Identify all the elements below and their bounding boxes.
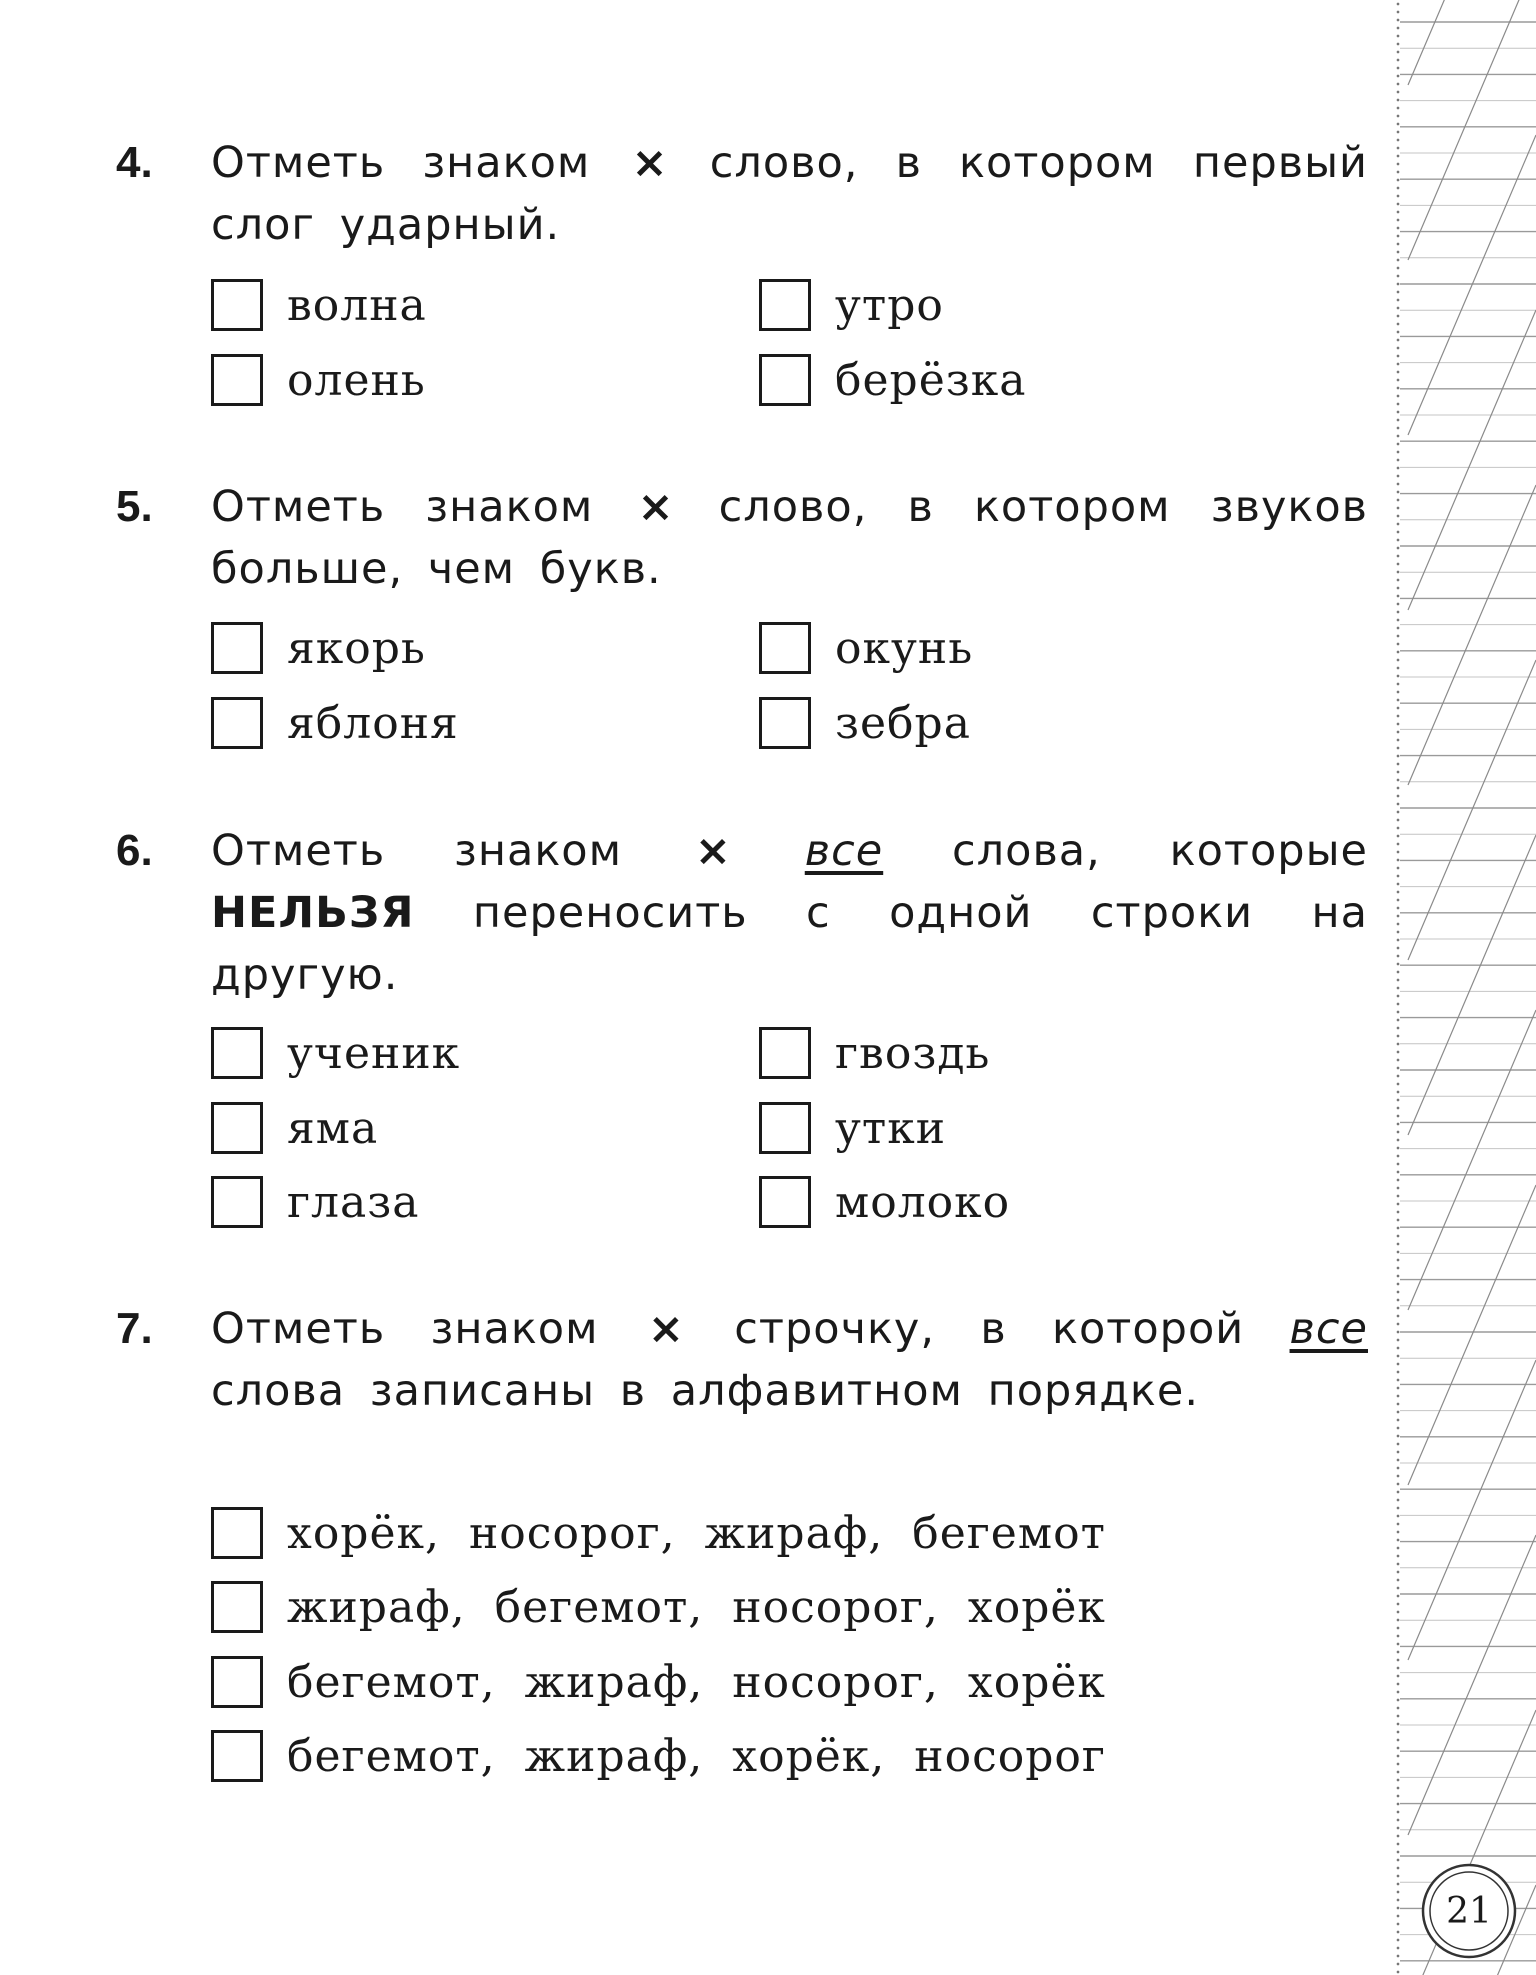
option-label: глаза [287, 1176, 420, 1228]
cross-mark-icon: × [631, 138, 669, 188]
option-item[interactable] [759, 275, 944, 335]
checkbox[interactable] [211, 1730, 263, 1782]
option-item[interactable] [211, 1726, 1106, 1786]
option-item[interactable] [759, 618, 973, 678]
question-text: Отметь знаком [211, 1304, 599, 1354]
option-label: гвоздь [835, 1027, 991, 1079]
option-label: утки [835, 1102, 947, 1154]
checkbox[interactable] [759, 622, 811, 674]
option-item[interactable] [211, 1652, 1106, 1712]
option-label: молоко [835, 1176, 1011, 1228]
checkbox[interactable] [211, 1102, 263, 1154]
task-question [211, 132, 1368, 256]
question-text: слова, которые [952, 826, 1368, 876]
checkbox[interactable] [759, 1176, 811, 1228]
option-item[interactable] [211, 693, 459, 753]
task-question [211, 1298, 1368, 1422]
checkbox[interactable] [211, 697, 263, 749]
question-text: Отметь знаком [211, 826, 623, 876]
perforation-line [1396, 0, 1400, 1975]
option-item[interactable] [759, 350, 1026, 410]
option-label: хорёк, носорог, жираф, бегемот [287, 1507, 1106, 1559]
cross-mark-icon: × [637, 482, 675, 532]
option-item[interactable] [211, 275, 427, 335]
emphasis-word: все [1289, 1304, 1368, 1354]
task-question [211, 476, 1368, 600]
option-label: якорь [287, 622, 426, 674]
checkbox[interactable] [759, 354, 811, 406]
checkbox[interactable] [211, 1507, 263, 1559]
task-number: 4. [116, 138, 153, 187]
checkbox[interactable] [211, 354, 263, 406]
checkbox[interactable] [211, 1656, 263, 1708]
question-text: Отметь знаком [211, 482, 594, 532]
option-item[interactable] [759, 693, 971, 753]
option-label: бегемот, жираф, хорёк, носорог [287, 1730, 1106, 1782]
ruled-lines [1398, 0, 1536, 1975]
question-text: Отметь знаком [211, 138, 591, 188]
checkbox[interactable] [211, 1581, 263, 1633]
option-item[interactable] [211, 1023, 460, 1083]
task-question [211, 820, 1368, 1006]
task-number: 7. [116, 1304, 153, 1353]
page-number-badge [1421, 1863, 1517, 1959]
checkbox[interactable] [759, 279, 811, 331]
task-number: 5. [116, 482, 153, 531]
option-label: яма [287, 1102, 379, 1154]
option-label: бегемот, жираф, носорог, хорёк [287, 1656, 1106, 1708]
question-text: строчку, в которой [734, 1304, 1245, 1354]
checkbox[interactable] [759, 1027, 811, 1079]
option-item[interactable] [211, 1098, 378, 1158]
option-label: окунь [835, 622, 974, 674]
task-number: 6. [116, 826, 153, 875]
caps-word: НЕЛЬЗЯ [211, 888, 415, 938]
question-text: переносить с одной строки на другую. [211, 888, 1368, 1000]
option-label: жираф, бегемот, носорог, хорёк [287, 1581, 1106, 1633]
checkbox[interactable] [211, 1027, 263, 1079]
option-item[interactable] [759, 1172, 1010, 1232]
option-label: утро [835, 279, 944, 331]
option-label: волна [287, 279, 427, 331]
option-label: яблоня [287, 697, 459, 749]
emphasis-word: все [804, 826, 884, 876]
option-label: олень [287, 354, 426, 406]
question-text: слово, в котором первый слог ударный. [211, 138, 1368, 250]
option-label: зебра [835, 697, 971, 749]
checkbox[interactable] [759, 697, 811, 749]
option-item[interactable] [759, 1098, 946, 1158]
question-text: слово, в котором звуков больше, чем букв. [211, 482, 1369, 594]
page-number: 21 [1446, 1890, 1492, 1932]
question-text: слова записаны в алфавитном порядке. [211, 1366, 1200, 1416]
option-item[interactable] [211, 618, 426, 678]
option-item[interactable] [211, 1172, 419, 1232]
checkbox[interactable] [211, 279, 263, 331]
checkbox[interactable] [211, 1176, 263, 1228]
option-label: ученик [287, 1027, 461, 1079]
checkbox[interactable] [211, 622, 263, 674]
option-item[interactable] [211, 350, 426, 410]
option-item[interactable] [211, 1577, 1106, 1637]
cross-mark-icon: × [647, 1304, 685, 1354]
option-item[interactable] [759, 1023, 990, 1083]
option-label: берёзка [835, 354, 1027, 406]
cross-mark-icon: × [694, 826, 732, 876]
checkbox[interactable] [759, 1102, 811, 1154]
option-item[interactable] [211, 1503, 1106, 1563]
